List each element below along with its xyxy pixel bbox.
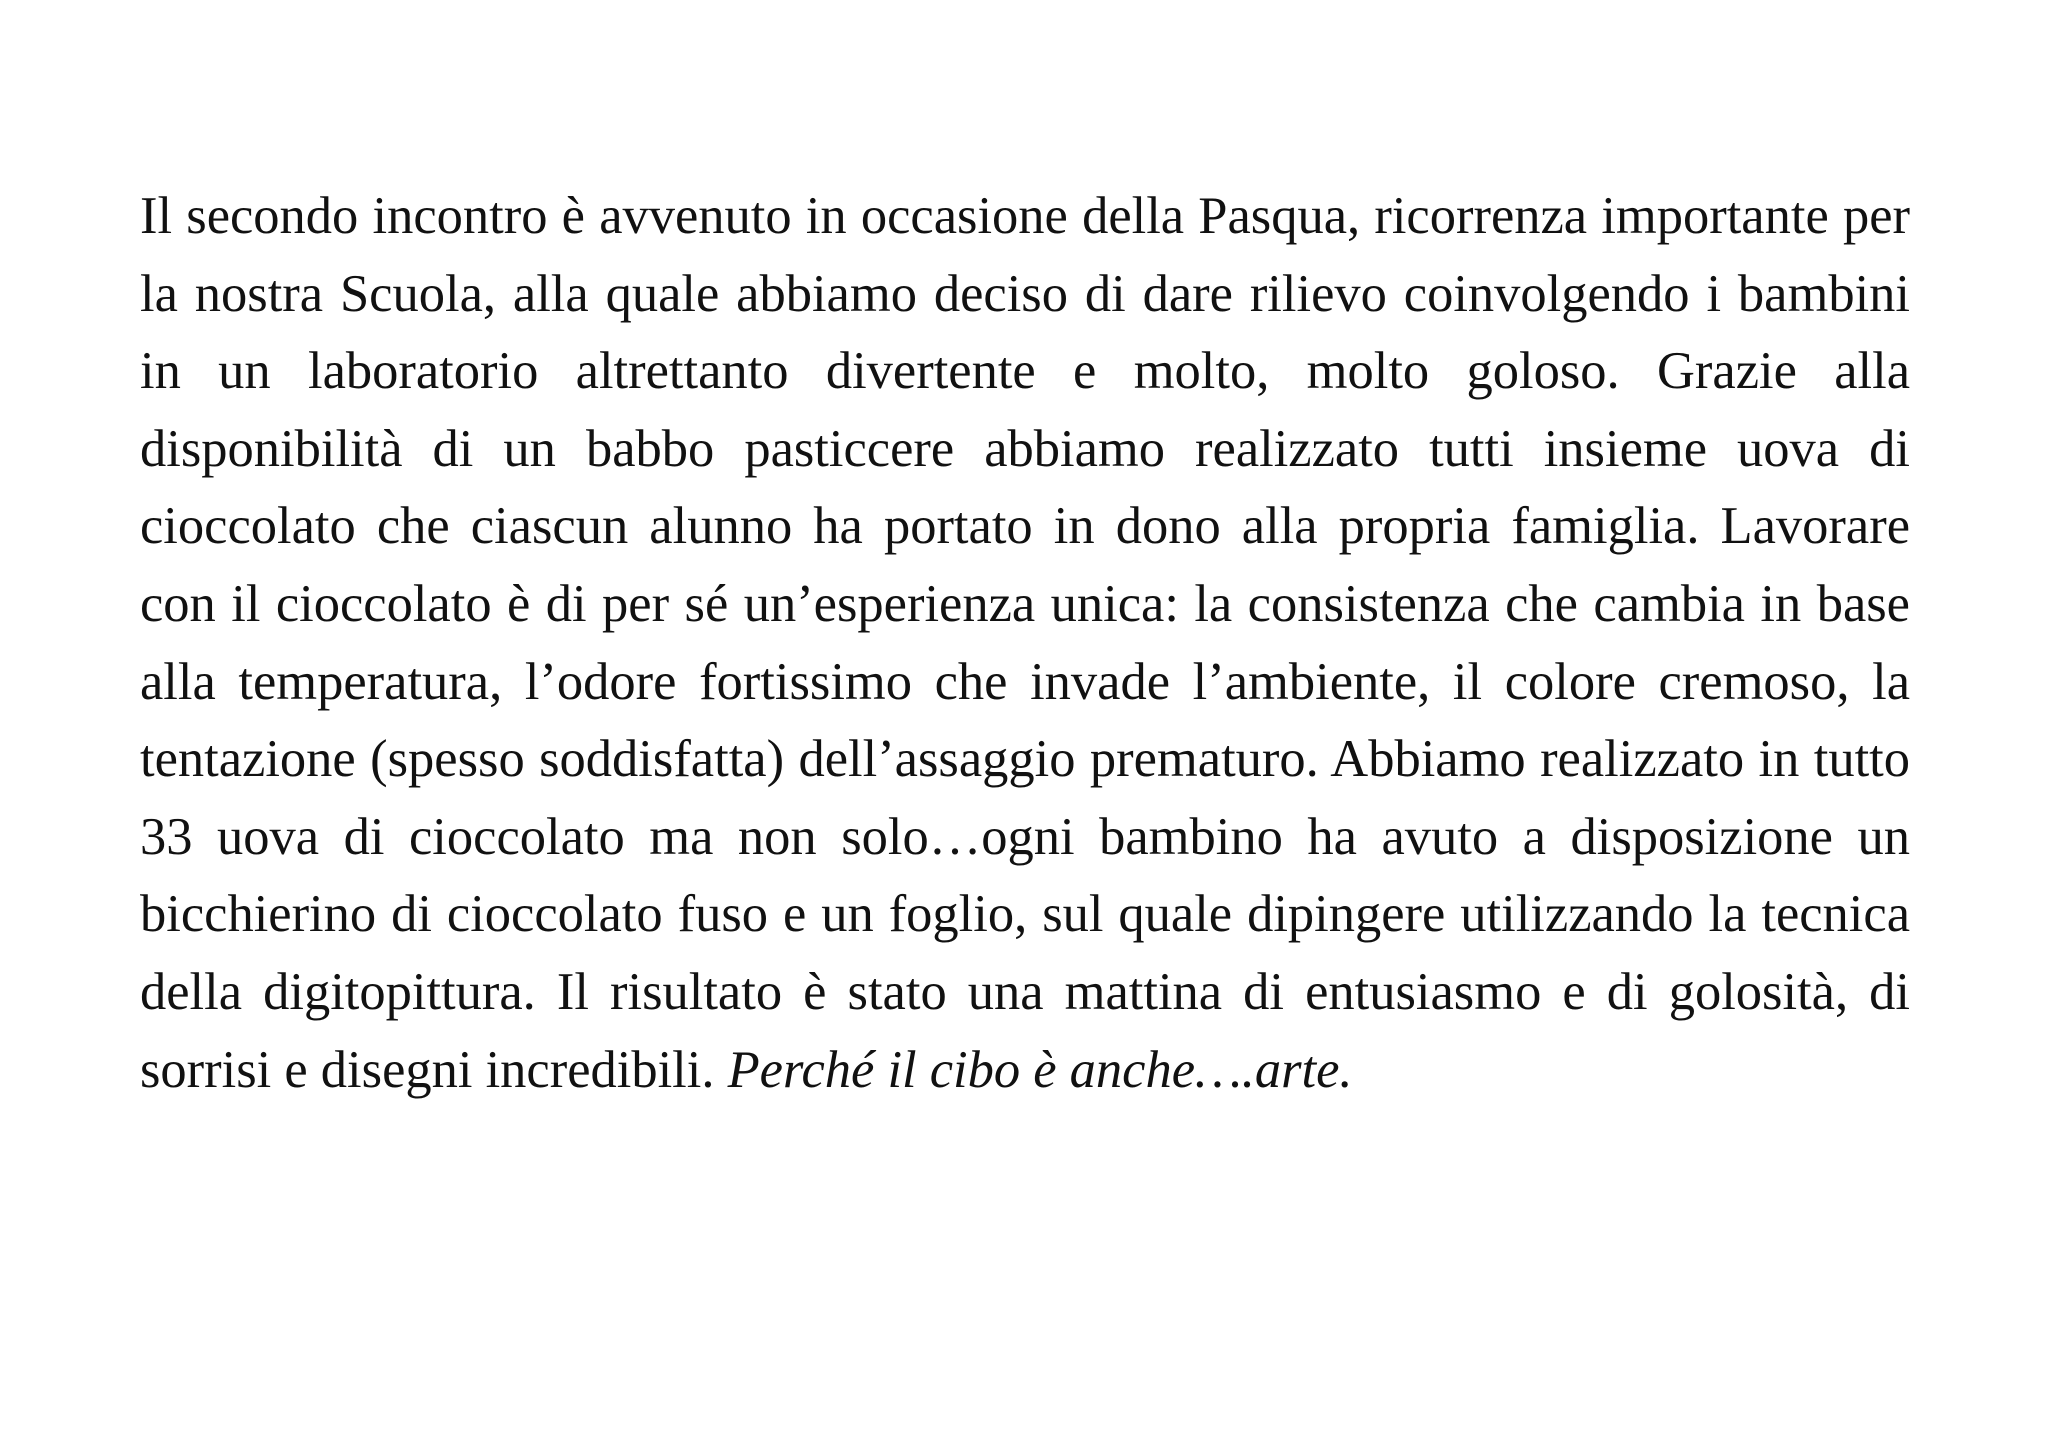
paragraph-text: Il secondo incontro è avvenuto in occasione della Pasqua, ricorrenza importante per la nostra Scuola, alla quale abbiamo deciso di dare rilievo coinvolgendo i bambini in un laboratorio altrettanto divertente e molto, molto goloso. Grazie alla disponibilità di un babbo pasticcere abbiamo realizzato tutti insieme uova di cioccolato che ciascun alunno ha portato in dono alla propria famiglia. Lavorare con il cioccolato è di per sé un’esperienza unica: la consistenza che cambia in base alla temperatura, l’odore fortissimo che invade l’ambiente, il colore cremoso, la tentazione (spesso soddisfatta) dell’assaggio prematuro. Abbiamo realizzato in tutto 33 uova di cioccolato ma non solo…ogni bambino ha avuto a disposizione un bicchierino di cioccolato fuso e un foglio, sul quale dipingere utilizzando la tecnica della digitopittura. Il risultato è stato una mattina di entusiasmo e di golosità, di sorrisi e disegni incredibili.	[140, 187, 1910, 1099]
paragraph-italic-closing: Perché il cibo è anche….arte.	[727, 1040, 1353, 1099]
body-paragraph	[140, 178, 1910, 1109]
